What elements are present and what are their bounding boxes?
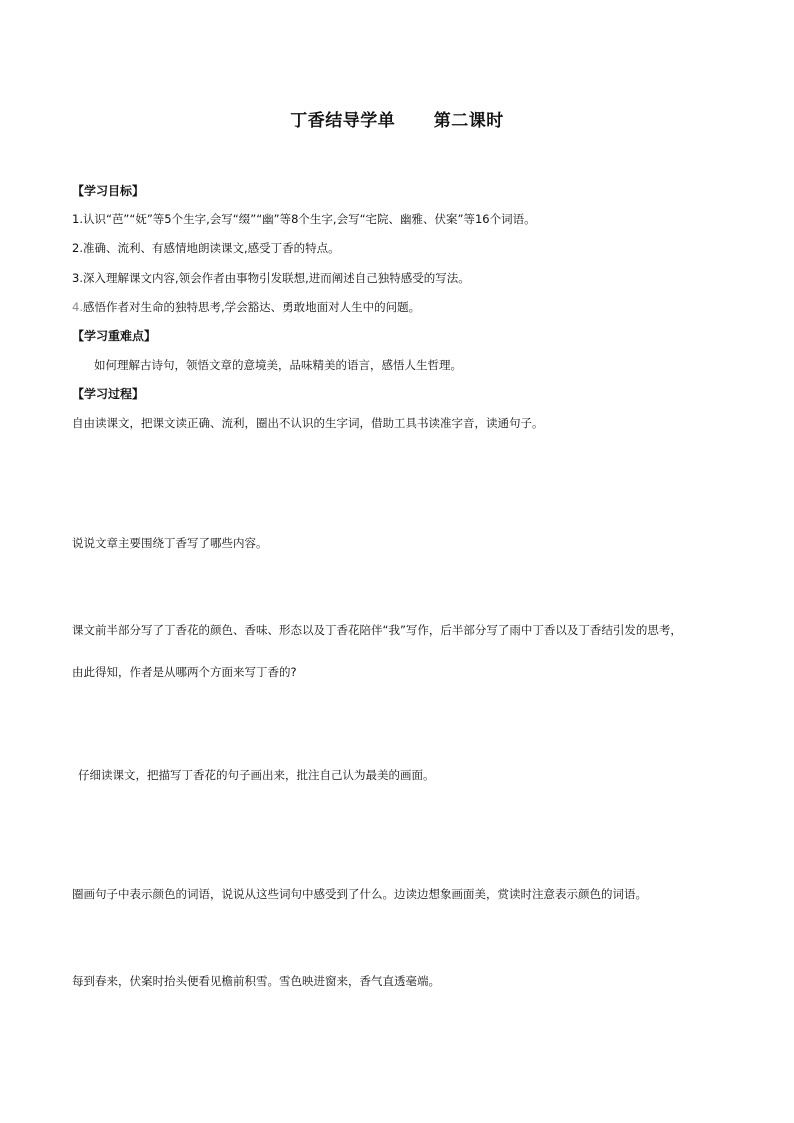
process-step-5: 圈画句子中表示颜色的词语，说说从这些词句中感受到了什么。边读边想象画面美，赏读时注意表示颜色的词语。	[72, 887, 647, 901]
objective-item-4-number: 4.	[72, 300, 83, 314]
process-step-2: 说说文章主要围绕丁香写了哪些内容。	[72, 536, 268, 550]
process-step-4: 仔细读课文，把描写丁香花的句子画出来，批注自己认为最美的画面。	[78, 768, 435, 782]
process-step-3-continued: 由此得知，作者是从哪两个方面来写丁香的?	[72, 665, 297, 679]
key-points-text: 如何理解古诗句，领悟文章的意境美，品味精美的语言，感悟人生哲理。	[94, 358, 462, 372]
process-step-6: 每到春来，伏案时抬头便看见檐前积雪。雪色映进窗来，香气直透毫端。	[72, 974, 440, 988]
process-step-1: 自由读课文，把课文读正确、流利，圈出不认识的生字词，借助工具书读准字音，读通句子。	[72, 416, 544, 430]
process-heading: 【学习过程】	[72, 387, 145, 401]
document-title: 丁香结导学单 第二课时	[290, 111, 504, 131]
key-points-heading: 【学习重难点】	[72, 329, 157, 343]
objective-item-4-text: 感悟作者对生命的独特思考,学会豁达、勇敢地面对人生中的问题。	[82, 300, 421, 314]
objective-item-2: 2.准确、流利、有感情地朗读课文,感受丁香的特点。	[72, 241, 340, 255]
objective-item-3: 3.深入理解课文内容,领会作者由事物引发联想,进而阐述自己独特感受的写法。	[72, 271, 470, 285]
objectives-heading: 【学习目标】	[72, 184, 145, 198]
objective-item-1: 1.认识“芭”“妩”等5个生字,会写“缀”“幽”等8个生字,会写“宅院、幽雅、伏案”等16个词语。	[72, 212, 536, 226]
process-step-3: 课文前半部分写了丁香花的颜色、香味、形态以及丁香花陪伴“我”写作，后半部分写了雨中丁香以及丁香结引发的思考，	[72, 623, 682, 637]
objective-item-4	[72, 299, 420, 315]
